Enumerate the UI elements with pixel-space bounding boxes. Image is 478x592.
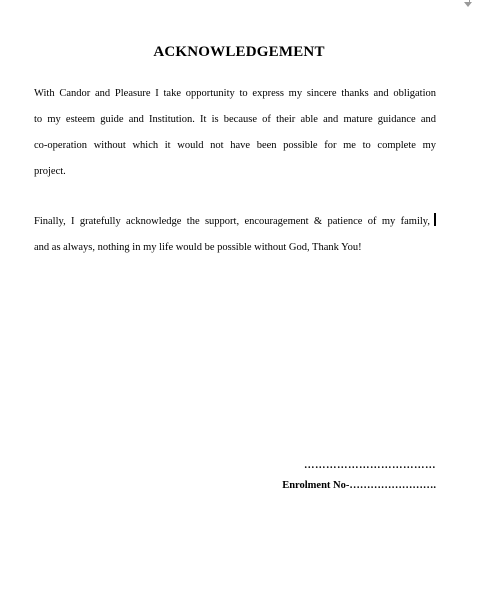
paragraph-line: co-operation without which it would not have been possible for me to complete my <box>34 140 436 151</box>
signature-line: ……………………………… <box>304 460 436 471</box>
paragraph-line: to my esteem guide and Institution. It is because of their able and mature guidance and <box>34 114 436 125</box>
paragraph-line-with-cursor[interactable] <box>34 209 436 235</box>
paragraph-line: With Candor and Pleasure I take opportunity to express my sincere thanks and obligation <box>34 88 436 99</box>
paragraph-thanks <box>34 81 436 185</box>
enrolment-label: Enrolment No- <box>282 480 350 491</box>
page-corner-arrow-icon <box>464 2 472 7</box>
paragraph-line: and as always, nothing in my life would be possible without God, Thank You! <box>34 242 362 253</box>
enrolment-dots: ……………………. <box>349 480 436 491</box>
text-cursor-icon <box>434 213 436 226</box>
paragraph-line: project. <box>34 166 66 177</box>
paragraph-family <box>34 209 436 261</box>
paragraph-line-text: Finally, I gratefully acknowledge the support, encouragement & patience of my family, <box>34 216 430 227</box>
page-title: ACKNOWLEDGEMENT <box>153 44 325 60</box>
enrolment-number <box>282 480 436 491</box>
